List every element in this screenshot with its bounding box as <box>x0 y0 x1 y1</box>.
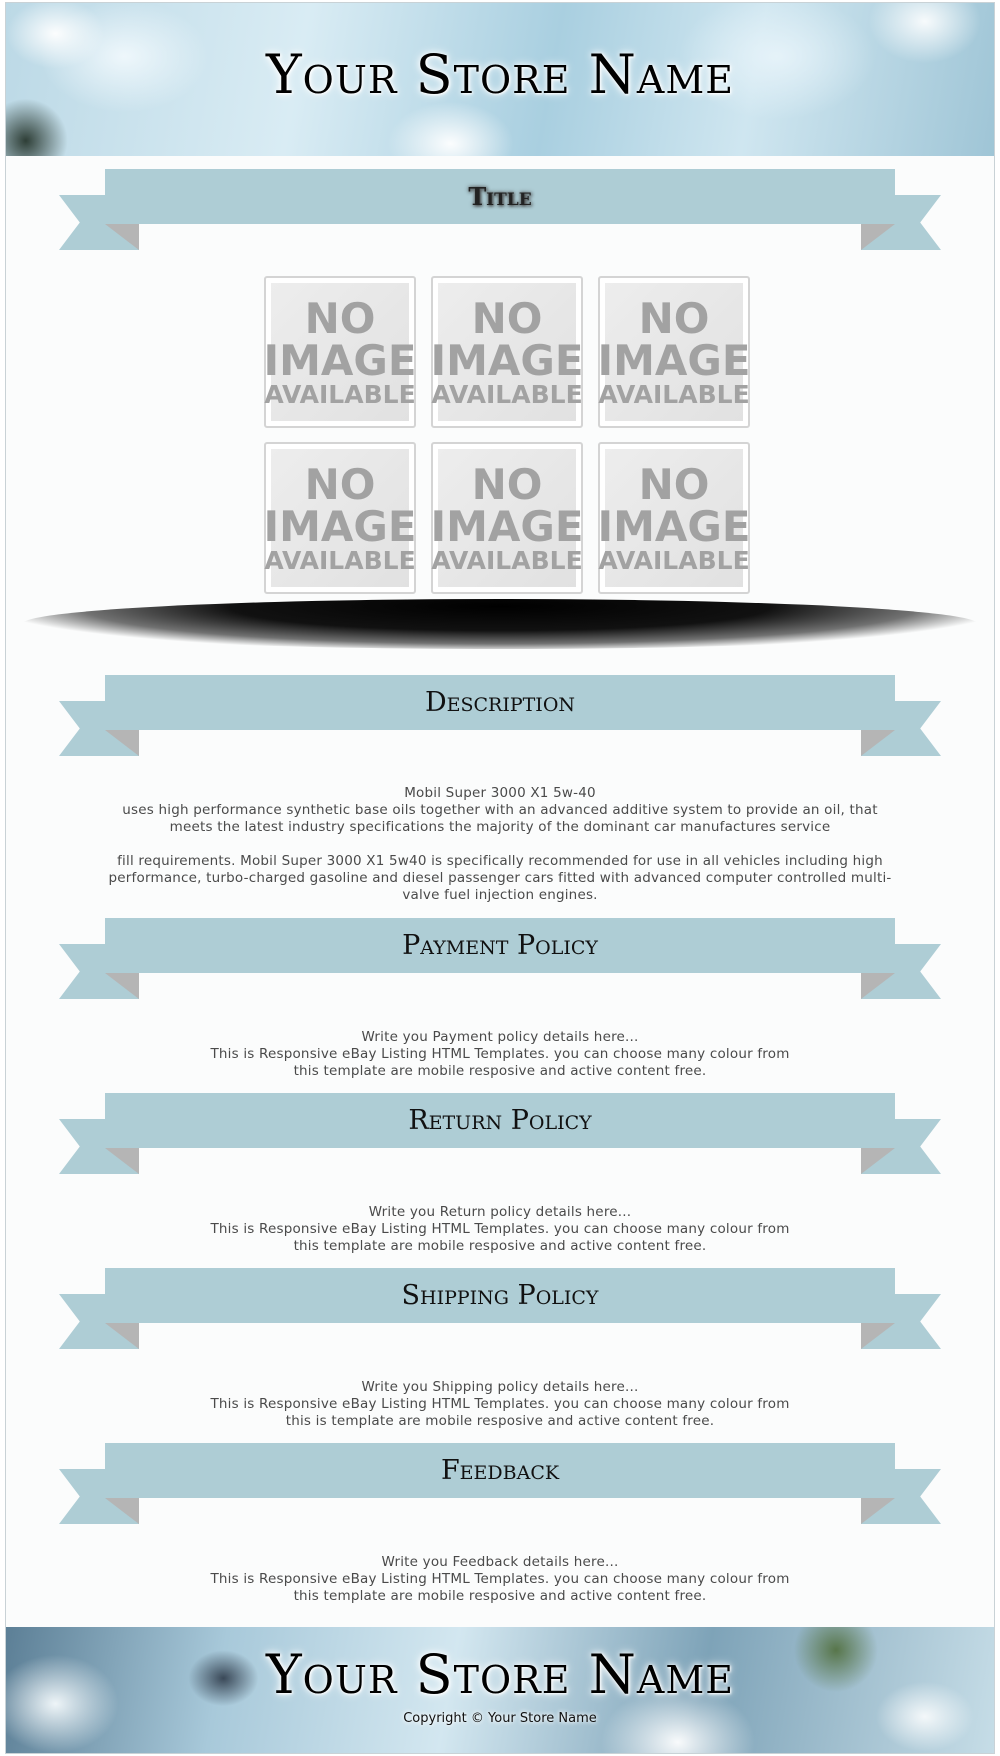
gallery-thumbnail[interactable] <box>264 276 416 428</box>
feedback-heading: Feedback <box>440 1455 560 1486</box>
ribbon-description <box>59 675 941 757</box>
no-image-placeholder: NO IMAGE AVAILABLE <box>605 283 743 421</box>
gallery-thumbnail[interactable] <box>598 442 750 594</box>
store-name-header: Your Store Name <box>266 43 734 106</box>
return-policy-text: Write you Return policy details here... This is Responsive eBay Listing HTML Templates. you can choose many colour from this template are mobile resposive and active content free. <box>210 1204 790 1254</box>
no-image-placeholder: NO IMAGE AVAILABLE <box>271 449 409 587</box>
no-image-placeholder: NO IMAGE AVAILABLE <box>438 283 576 421</box>
ribbon-feedback <box>59 1443 941 1525</box>
ribbon-shipping-policy <box>59 1268 941 1350</box>
no-image-placeholder: NO IMAGE AVAILABLE <box>271 283 409 421</box>
shipping-policy-heading: Shipping Policy <box>401 1280 599 1311</box>
image-gallery <box>264 276 750 594</box>
no-image-placeholder: NO IMAGE AVAILABLE <box>438 449 576 587</box>
description-text: Mobil Super 3000 X1 5w-40 uses high performance synthetic base oils together with an advanced additive system to provide an oil, that meets the latest industry specifications the majority of the dominant car manufactures service fill requirements. Mobil Super 3000 X1 5w40 is specifically recommended for use in all vehicles including high performance, turbo-charged gasoline and diesel passenger cars fitted with advanced computer controlled multi-valve fuel injection engines. <box>106 785 894 904</box>
feedback-text: Write you Feedback details here... This is Responsive eBay Listing HTML Templates. you can choose many colour from this template are mobile resposive and active content free. <box>210 1554 790 1604</box>
ribbon-title <box>59 169 941 251</box>
ribbon-payment-policy <box>59 918 941 1000</box>
section-shadow-divider <box>22 599 978 649</box>
footer-banner <box>6 1627 994 1754</box>
return-policy-heading: Return Policy <box>408 1105 592 1136</box>
shipping-policy-text: Write you Shipping policy details here... This is Responsive eBay Listing HTML Templates. you can choose many colour from this is template are mobile resposive and active content free. <box>210 1379 790 1429</box>
payment-policy-heading: Payment Policy <box>402 930 598 961</box>
product-name: Mobil Super 3000 X1 5w-40 <box>404 785 596 801</box>
payment-policy-text: Write you Payment policy details here... This is Responsive eBay Listing HTML Templates. you can choose many colour from this template are mobile resposive and active content free. <box>210 1029 790 1079</box>
gallery-thumbnail[interactable] <box>264 442 416 594</box>
gallery-thumbnail[interactable] <box>431 442 583 594</box>
gallery-thumbnail[interactable] <box>598 276 750 428</box>
description-heading: Description <box>424 687 576 718</box>
copyright-text: Copyright © Your Store Name <box>403 1711 597 1726</box>
ribbon-return-policy <box>59 1093 941 1175</box>
listing-template <box>5 2 995 1754</box>
no-image-placeholder: NO IMAGE AVAILABLE <box>605 449 743 587</box>
header-banner <box>6 3 994 156</box>
store-name-footer: Your Store Name <box>266 1643 734 1706</box>
gallery-thumbnail[interactable] <box>431 276 583 428</box>
item-title: Title <box>468 182 532 211</box>
